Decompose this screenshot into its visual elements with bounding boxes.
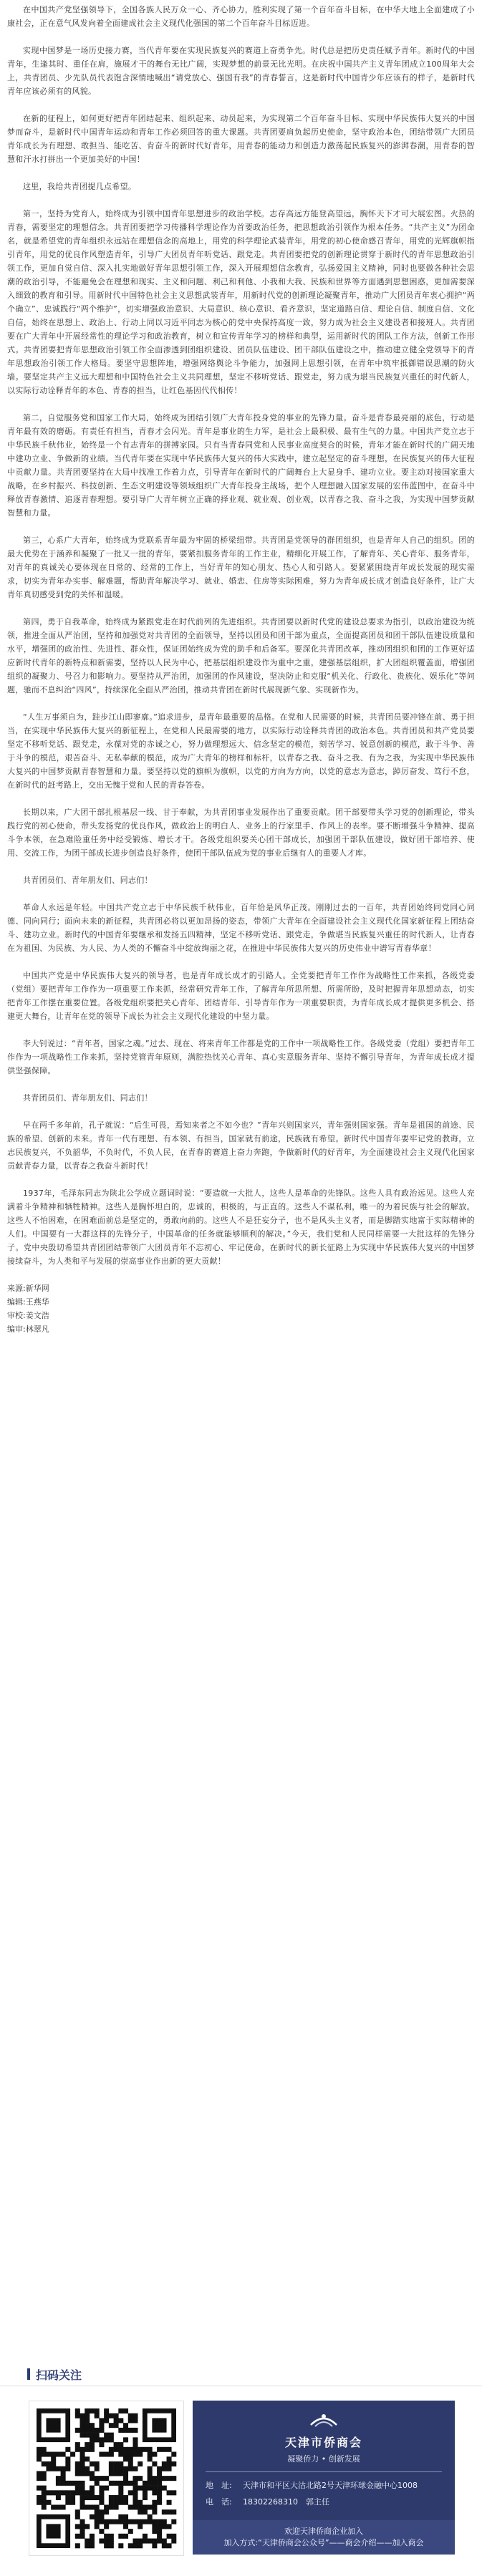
- article-paragraph: 这里，我给共青团提几点希望。: [23, 182, 137, 191]
- phone-label: 电 话:: [206, 2497, 232, 2507]
- follow-header: [0, 2363, 482, 2386]
- card-divider: [206, 2471, 442, 2472]
- article-credits: [0, 1282, 482, 1336]
- article-paragraph: 共青团员们、青年朋友们、同志们！: [23, 1093, 153, 1103]
- article-paragraph: 中国共产党是中华民族伟大复兴的领导者，也是青年成长成才的引路人。全党要把青年工作作为战略性工作来抓，各级党委（党组）要把青年工作作为一项重要工作来抓，经常研究青年工作，了解青年所思所想、所需所盼，及时把握青年思想动态，切实把青年工作摆在重要位置。各级党组织要把关心青年、团结青年、引导青年作为一项重要职责，为青年成长成才提供更多机会、搭建更大舞台，让青年在党的领导下成长为社会主义现代化建设的中坚力量。: [7, 971, 475, 1021]
- qr-code-icon: [29, 2401, 183, 2555]
- article-paragraph: “人生万事须自为，跬步江山即寥廓。”追求进步，是青年最重要的品格。在党和人民需要的时候，共青团员要冲锋在前、勇于担当，在实现中华民族伟大复兴的新征程上，在党和人民最需要的地方，以实际行动诠释共青团的政治本色。共青团员和共产党员要坚定不移听党话、跟党走，永葆对党的赤诚之心，努力做理想远大、信念坚定的模范，刻苦学习、锐意创新的模范，敢于斗争、善于斗争的模范，艰苦奋斗、无私奉献的模范，成为广大青年的榜样和标杆，以青春之我、奋斗之我、有为之我，为实现中华民族伟大复兴的中国梦贡献青春智慧和力量。要坚持以党的旗帜为旗帜，以党的方向为方向，以党的意志为意志，踔厉奋发、笃行不怠，在新时代的赶考路上，交出无愧于党和人民的青春答卷。: [7, 712, 475, 790]
- credit-editor: 编辑:王燕华: [7, 1297, 49, 1307]
- article-paragraph: 革命人永远是年轻。中国共产党立志于中华民族千秋伟业，百年恰是风华正茂。刚刚过去的一百年，共青团始终同党同心同德、同向同行；面向未来的新征程，共青团必将以更加昂扬的姿态，带领广大青年在全面建设社会主义现代化国家新征程上团结奋斗、建功立业。新时代的中国青年要继承和发扬五四精神，坚定不移听党话、跟党走，争做堪当民族复兴重任的时代新人，让青春在为祖国、为民族、为人民、为人类的不懈奋斗中绽放绚丽之花，在推进中华民族伟大复兴的历史伟业中谱写青春华章！: [7, 903, 475, 953]
- article-paragraph: 在新的征程上，如何更好把青年团结起来、组织起来、动员起来，为实现第二个百年奋斗目标、实现中华民族伟大复兴的中国梦而奋斗，是新时代中国青年运动和青年工作必须回答的重大课题。共青团要肩负起历史使命，坚守政治本色，团结带领广大团员青年成长为有理想、敢担当、能吃苦、肯奋斗的新时代好青年，用青春的能动力和创造力激荡起民族复兴的澎湃春潮，用青春的智慧和汗水打拼出一个更加美好的中国！: [7, 114, 475, 164]
- address-value: 天津市和平区大沽北路2号天津环球金融中心1008: [243, 2481, 418, 2490]
- article-paragraph: 第二，自觉服务党和国家工作大局，始终成为团结引领广大青年投身党的事业的先锋力量。奋斗是青春最亮丽的底色，行动是青年最有效的磨砺。有责任有担当，青春才会闪光。青年是事业的生力军，是社会上最积极、最有生气的力量。中国共产党立志于中华民族千秋伟业，始终是一个有志青年的拼搏家园。只有当青春同党和人民事业高度契合的时候，青年才能在新时代的广阔天地中建功立业、争做新的业绩。当代青年要在实现中华民族伟大复兴的伟大实践中，建立起坚定的奋斗理想，在民族复兴的伟大征程中贡献力量。共青团要坚持在大局中找准工作着力点，引导青年在新时代的广阔舞台上大显身手、建功立业。要主动对接国家重大战略，在乡村振兴、科技创新、生态文明建设等领域组织广大青年投身主战场，把个人理想融入国家发展的宏伟蓝图中，在奋斗中释放青春激情、追逐青春理想。要引导广大青年树立正确的择业观、就业观、创业观，以青春之我、奋斗之我，为实现中国梦贡献智慧和力量。: [7, 413, 475, 518]
- phone-value[interactable]: 18302268310 郭主任: [243, 2497, 329, 2507]
- card-footer: [193, 2520, 455, 2555]
- article-paragraph: 在中国共产党坚强领导下，全国各族人民万众一心、齐心协力，胜利实现了第一个百年奋斗目标，在中华大地上全面建成了小康社会，正在意气风发向着全面建成社会主义现代化强国的第二个百年奋斗目标迈进。: [7, 5, 475, 28]
- section-marker: [27, 2368, 30, 2380]
- org-card: [193, 2401, 455, 2555]
- article-paragraph: 第三，心系广大青年，始终成为党联系青年最为牢固的桥梁纽带。共青团是党领导的群团组织，也是青年人自己的组织。团的最大优势在于涵养和凝聚了一批又一批的青年，要紧扣服务青年的工作主业，精细化开展工作，了解青年、关心青年、服务青年，对青年的真诚关心要体现在日常的、经常的工作上，当好青年的知心朋友、热心人和引路人。要紧紧围绕青年成长发展的现实需求，切实为青年办实事、解难题，帮助青年解决学习、就业、婚恋、住房等实际困难，努力为青年成长成才创造良好条件，让广大青年真切感受到党的关怀和温暖。: [7, 536, 475, 599]
- join-method: 加入方式:“天津侨商会公众号”——商会介绍——加入商会: [223, 2538, 424, 2547]
- qr-code-image[interactable]: [29, 2401, 184, 2556]
- article-paragraph: 共青团员们、青年朋友们、同志们！: [23, 876, 153, 885]
- address-label: 地 址:: [206, 2481, 232, 2490]
- article-paragraph: 实现中国梦是一场历史接力赛，当代青年要在实现民族复兴的赛道上奋勇争先。时代总是把历史责任赋予青年。新时代的中国青年，生逢其时、重任在肩，施展才干的舞台无比广阔，实现梦想的前景无比光明。在庆祝中国共产主义青年团成立100周年大会上，共青团员、少先队员代表饱含深情地喊出“请党放心、强国有我”的青春誓言，这是新时代中国青少年应该有的样子，是新时代青年应该必须有的风貌。: [7, 46, 475, 96]
- article-paragraph: 第一，坚持为党育人，始终成为引领中国青年思想进步的政治学校。志存高远方能登高望远，胸怀天下才可大展宏图。火热的青春，需要坚定的理想信念。共青团要把学习传播科学理论作为首要政治任务，把思想政治引领作为根本任务。“共产主义”为团命名，就是希望党的青年组织永远站在理想信念的高地上，用党的科学理论武装青年，用党的初心使命感召青年，用党的光辉旗帜指引青年，用党的优良作风塑造青年，引导广大团员青年听党话、跟党走。共青团要把党的创新理论贯穿于新时代的青年思想政治引领工作，更加自觉自信、深入扎实地做好青年思想引领工作，深入开展理想信念教育，弘扬爱国主义精神，同时也要做各种社会思潮的政治引导，不能避免会在理想和现实、主义和问题、利己和利他、小我和大我、民族和世界等方面遇到思想困惑，更加需要深入细致的教育和引导。用新时代中国特色社会主义思想武装青年，用新时代党的创新理论凝聚青年，推动广大团员青年衷心拥护“两个确立”、忠诚践行“两个维护”，切实增强政治意识、大局意识、核心意识、看齐意识，坚定道路自信、理论自信、制度自信、文化自信，始终在思想上、政治上、行动上同以习近平同志为核心的党中央保持高度一致，努力成为社会主义建设者和接班人。共青团要在广大青年中开展经常性的理论学习和政治教育，树立和宣传青年学习的榜样和典型，运用新时代的团队工作方法，创新工作形式。共青团要把青年思想政治引领工作全面渗透到团组织建设、团员队伍建设、团干部队伍建设之中，推动建立健全党领导下的青年思想政治引领工作大格局。要坚守思想阵地，增强网络舆论斗争能力，加强网上思想引领，在青年中筑牢抵御错误思潮的防火墙。要坚定共产主义远大理想和中国特色社会主义共同理想，坚定不移听党话、跟党走，努力成为堪当民族复兴重任的时代新人，以实际行动诠释青年的本色、青春的担当，让红色基因代代相传！: [7, 209, 475, 395]
- article-body: [0, 0, 482, 1268]
- join-welcome: 欢迎天津侨商企业加入: [284, 2527, 363, 2536]
- follow-title: 扫码关注: [36, 2368, 82, 2382]
- org-slogan: 凝聚侨力 • 创新发展: [287, 2454, 360, 2464]
- address-row: [206, 2479, 442, 2492]
- credit-producer: 编审:林翠凡: [7, 1325, 49, 1334]
- article-paragraph: 早在两千多年前，孔子就说：“后生可畏，焉知来者之不如今也？”青年兴则国家兴，青年强则国家强。青年是祖国的前途、民族的希望、创新的未来。青年一代有理想、有本领、有担当，国家就有前途，民族就有希望。新时代中国青年要牢记党的教诲，立志民族复兴，不负韶华，不负时代，不负人民，在青春的赛道上奋力奔跑，争做新时代的好青年，为全面建设社会主义现代化国家贡献青春力量，以青春之我奋斗新时代！: [7, 1120, 475, 1171]
- credit-reviewer: 审校:姜文浩: [7, 1311, 49, 1320]
- article-paragraph: 1937年，毛泽东同志为陕北公学成立题词时说：“要造就一大批人，这些人是革命的先锋队。这些人具有政治远见。这些人充满着斗争精神和牺牲精神。这些人是胸怀坦白的，忠诚的，积极的，与正直的。这些人不谋私利，唯一的为着民族与社会的解放。这些人不怕困难，在困难面前总是坚定的，勇敢向前的。这些人不是狂妄分子，也不是风头主义者，而是脚踏实地富于实际精神的人们。中国要有一大群这样的先锋分子，中国革命的任务就能够顺利的解决。”今天，我们党和人民同样需要一大批这样的先锋分子。党中央殷切希望共青团团结带领广大团员青年不忘初心、牢记使命，在新时代的新长征路上为实现中华民族伟大复兴的中国梦接续奋斗，为人类和平与发展的崇高事业作出新的更大贡献！: [7, 1188, 475, 1266]
- article-paragraph: 长期以来，广大团干部扎根基层一线、甘于奉献，为共青团事业发展作出了重要贡献。团干部要带头学习党的创新理论，带头践行党的初心使命，带头发扬党的优良作风，做政治上的明白人、业务上的行家里手、作风上的表率。要不断增强斗争精神、提高斗争本领，在急难险重任务中经受锻炼、增长才干。各级党组织要关心团干部成长，加强团干部队伍建设，做好团干部培养、使用、交流工作，为团干部成长进步创造良好条件，使团干部队伍成为党的事业后继有人的重要人才库。: [7, 808, 475, 858]
- credit-source: 来源:新华网: [7, 1284, 49, 1293]
- follow-body: [0, 2386, 482, 2556]
- article-paragraph: 李大钊说过：“青年者，国家之魂。”过去、现在、将来青年工作都是党的工作中一项战略性工作。各级党委（党组）要把青年工作作为一项战略性工作来抓，坚持党管青年原则，满腔热忱关心青年、真心实意服务青年、坚持不懈引导青年，为青年成长成才提供坚强保障。: [7, 1039, 475, 1075]
- org-name: 天津市侨商会: [284, 2436, 362, 2449]
- phone-row: [206, 2496, 442, 2508]
- follow-section: [0, 2363, 482, 2576]
- article-paragraph: 第四，勇于自我革命，始终成为紧跟党走在时代前列的先进组织。共青团要以新时代党的建设总要求为指引，以政治建设为统领，推进全面从严治团，坚持和加强党对共青团的全面领导，坚持以团员和团干部为重点，全面提高团员和团干部队伍建设质量和水平，增强团的政治性、先进性、群众性，保证团始终成为党的助手和后备军。要深化共青团改革，推动团组织和团的工作更好适应新时代青年的新特点和新需要，坚持以人民为中心，把基层组织建设作为重中之重，建强基层组织，扩大团组织覆盖面，增强团组织的凝聚力、号召力和影响力。要坚持从严治团，加强团的作风建设，坚决防止和克服“机关化、行政化、贵族化、娱乐化”等问题，驰而不息纠治“四风”，持续深化全面从严治团，推动共青团在新时代展现新气象、实现新作为。: [7, 617, 475, 694]
- org-logo-icon: [308, 2411, 339, 2429]
